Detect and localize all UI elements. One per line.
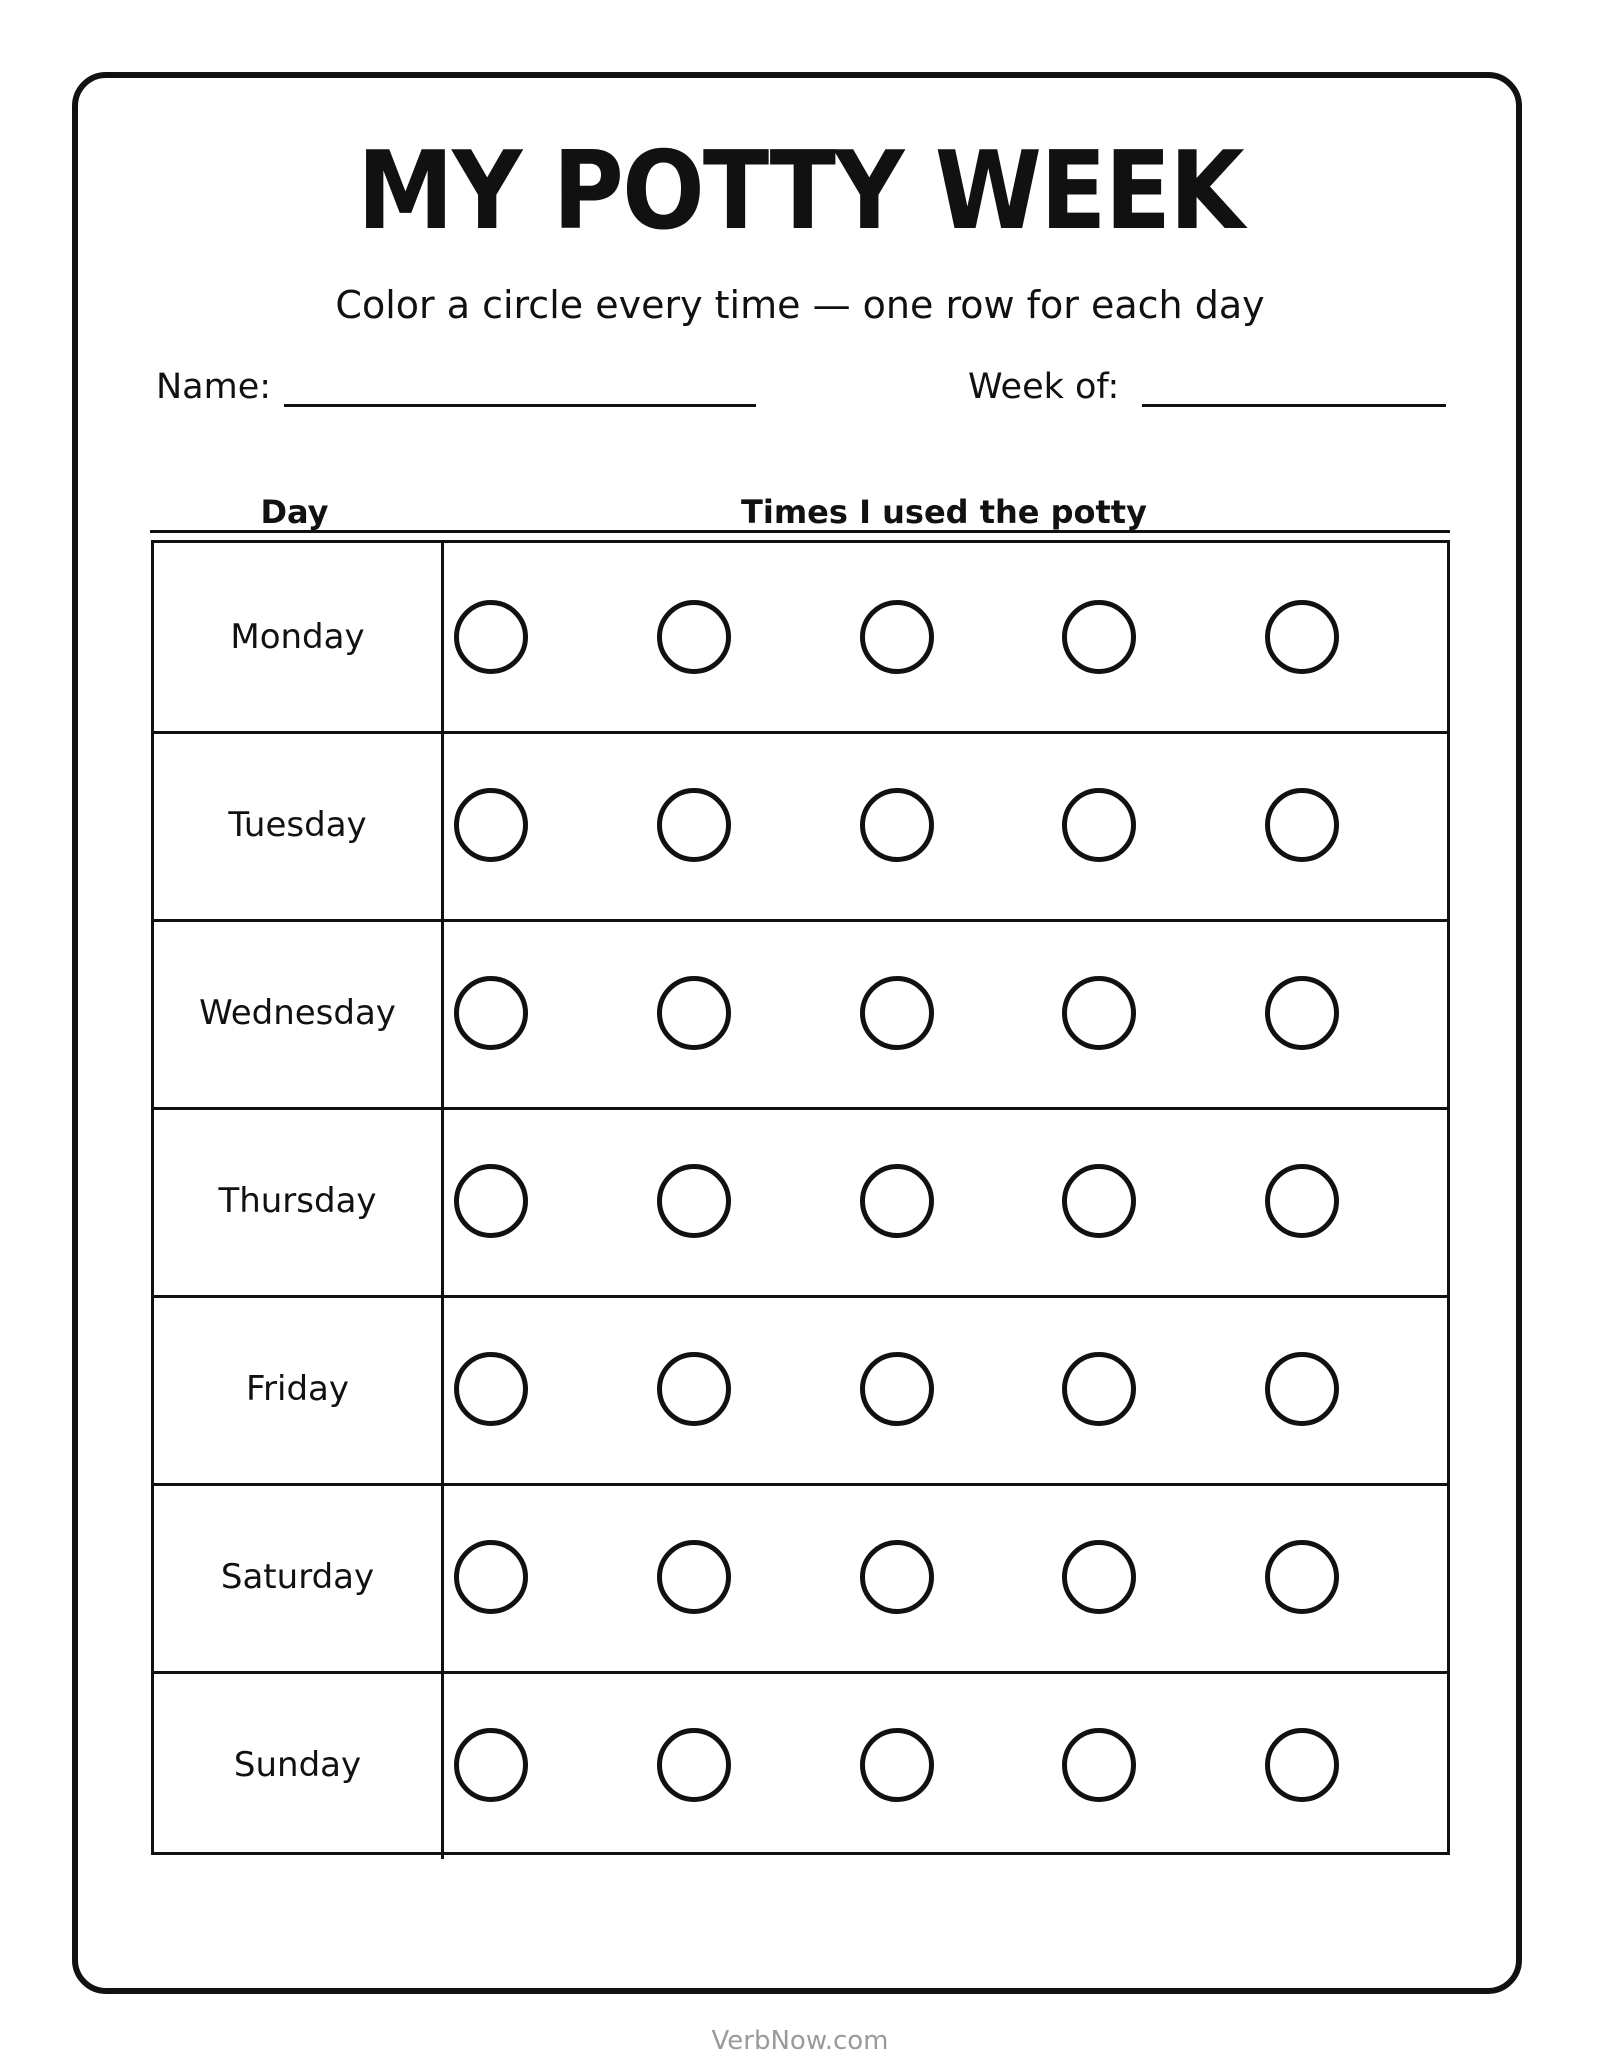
day-label: Thursday: [218, 1181, 377, 1221]
tally-circle[interactable]: [1265, 1352, 1339, 1426]
week-of-label: Week of:: [968, 367, 1120, 407]
tally-circle[interactable]: [657, 600, 731, 674]
column-divider: [441, 1107, 444, 1295]
day-row-sunday: [154, 1671, 1447, 1859]
name-field[interactable]: [284, 404, 756, 407]
tally-circle[interactable]: [657, 1540, 731, 1614]
page-subtitle: Color a circle every time — one row for each day: [335, 283, 1265, 327]
column-divider: [441, 1671, 444, 1859]
tally-circle[interactable]: [454, 1164, 528, 1238]
day-row-tuesday: [154, 731, 1447, 919]
tally-circle[interactable]: [860, 1540, 934, 1614]
day-row-saturday: [154, 1483, 1447, 1671]
day-row-wednesday: [154, 919, 1447, 1107]
tally-circle[interactable]: [454, 600, 528, 674]
tally-circle[interactable]: [1265, 976, 1339, 1050]
tally-circle[interactable]: [1062, 788, 1136, 862]
tally-circle[interactable]: [860, 1352, 934, 1426]
day-label: Friday: [245, 1369, 350, 1409]
day-label: Monday: [230, 617, 365, 657]
watermark: VerbNow.com: [711, 2026, 889, 2056]
tally-circle[interactable]: [657, 1164, 731, 1238]
column-divider: [441, 919, 444, 1107]
tally-circle[interactable]: [860, 788, 934, 862]
tally-circle[interactable]: [860, 1164, 934, 1238]
tally-circle[interactable]: [1062, 600, 1136, 674]
tally-circle[interactable]: [1265, 788, 1339, 862]
day-label: Wednesday: [199, 993, 396, 1033]
week-of-field[interactable]: [1142, 404, 1446, 407]
tally-circle[interactable]: [1265, 1728, 1339, 1802]
tally-circle[interactable]: [1062, 976, 1136, 1050]
day-label: Saturday: [220, 1557, 375, 1597]
tally-circle[interactable]: [860, 600, 934, 674]
tally-circle[interactable]: [1062, 1164, 1136, 1238]
tally-circle[interactable]: [1062, 1540, 1136, 1614]
tally-circle[interactable]: [657, 1728, 731, 1802]
tally-circle[interactable]: [1062, 1352, 1136, 1426]
tally-circle[interactable]: [1265, 1164, 1339, 1238]
column-divider: [441, 1295, 444, 1483]
tally-circle[interactable]: [657, 1352, 731, 1426]
tally-circle[interactable]: [454, 1540, 528, 1614]
day-row-monday: [154, 543, 1447, 731]
tally-circle[interactable]: [454, 976, 528, 1050]
tally-circle[interactable]: [1062, 1728, 1136, 1802]
tally-circle[interactable]: [454, 788, 528, 862]
day-row-thursday: [154, 1107, 1447, 1295]
tally-circle[interactable]: [860, 976, 934, 1050]
tally-circle[interactable]: [454, 1728, 528, 1802]
day-row-friday: [154, 1295, 1447, 1483]
tally-circle[interactable]: [860, 1728, 934, 1802]
header-rule: [150, 530, 1450, 533]
day-label: Tuesday: [228, 805, 367, 845]
column-divider: [441, 1483, 444, 1671]
tracker-table: [151, 540, 1450, 1855]
tally-circle[interactable]: [657, 788, 731, 862]
page-title: MY POTTY WEEK: [357, 129, 1243, 254]
day-label: Sunday: [233, 1745, 362, 1785]
tally-circle[interactable]: [1265, 600, 1339, 674]
times-column-header: Times I used the potty: [741, 493, 1147, 531]
column-divider: [441, 543, 444, 731]
column-divider: [441, 731, 444, 919]
name-label: Name:: [156, 367, 272, 407]
tally-circle[interactable]: [1265, 1540, 1339, 1614]
day-column-header: Day: [260, 493, 329, 531]
tally-circle[interactable]: [454, 1352, 528, 1426]
tally-circle[interactable]: [657, 976, 731, 1050]
